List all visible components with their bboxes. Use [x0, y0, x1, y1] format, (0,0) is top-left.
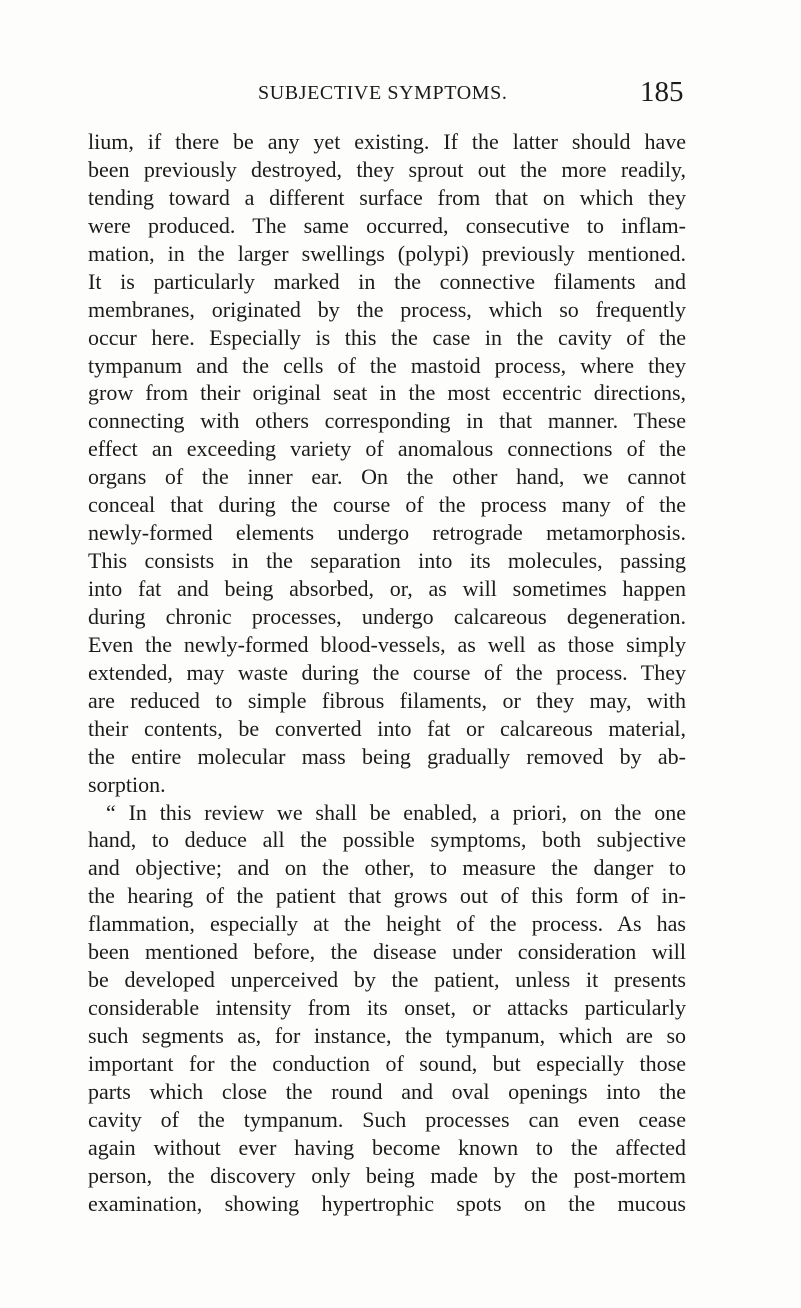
text-line: tympanum and the cells of the mastoid process, where they [88, 352, 686, 378]
text-line: considerable intensity from its onset, or attacks particularly [88, 995, 686, 1021]
text-line: occur here. Especially is this the case in the cavity of the [88, 324, 686, 350]
text-line: such segments as, for instance, the tympanum, which are so [88, 1023, 686, 1048]
text-line: connecting with others corresponding in that manner. These [88, 408, 686, 434]
text-line: during chronic processes, undergo calcareous degeneration. [88, 603, 686, 629]
text-line: organs of the inner ear. On the other hand, we cannot [88, 464, 686, 490]
page-number: 185 [640, 76, 684, 108]
paragraph-end-line: sorption. [88, 771, 166, 797]
text-line: into fat and being absorbed, or, as will sometimes happen [88, 576, 686, 601]
text-line: tending toward a different surface from that on which they [88, 184, 686, 210]
text-line: effect an exceeding variety of anomalous connections of the [88, 436, 686, 462]
text-line: and objective; and on the other, to measure the danger to [88, 855, 686, 881]
text-line: newly-formed elements undergo retrograde metamorphosis. [88, 520, 686, 546]
text-line: It is particularly marked in the connective filaments and [88, 268, 686, 294]
text-line: parts which close the round and oval openings into the [88, 1078, 686, 1104]
text-line: the hearing of the patient that grows out of this form of in- [88, 883, 686, 909]
text-line: lium, if there be any yet existing. If the latter should have [88, 129, 686, 154]
paragraph-start-line: “ In this review we shall be enabled, a priori, on the one [106, 799, 686, 825]
text-line: important for the conduction of sound, but especially those [88, 1050, 686, 1076]
text-line: conceal that during the course of the process many of the [88, 492, 686, 518]
running-header [0, 76, 801, 110]
text-line: the entire molecular mass being gradually removed by ab- [88, 743, 686, 769]
text-line: This consists in the separation into its molecules, passing [88, 548, 686, 574]
text-line: are reduced to simple fibrous filaments, or they may, with [88, 687, 686, 713]
text-line: flammation, especially at the height of the process. As has [88, 911, 686, 937]
text-line: cavity of the tympanum. Such processes can even cease [88, 1106, 686, 1132]
text-line: membranes, originated by the process, which so frequently [88, 296, 686, 322]
text-line: mation, in the larger swellings (polypi) previously mentioned. [88, 240, 686, 266]
text-line: been previously destroyed, they sprout out the more readily, [88, 156, 686, 182]
text-line: extended, may waste during the course of the process. They [88, 659, 686, 685]
text-line: be developed unperceived by the patient, unless it presents [88, 967, 686, 993]
text-line: grow from their original seat in the most eccentric directions, [88, 380, 686, 406]
text-line: been mentioned before, the disease under consideration will [88, 939, 686, 965]
text-line: examination, showing hypertrophic spots on the mucous [88, 1190, 686, 1216]
text-line: hand, to deduce all the possible symptoms, both subjective [88, 827, 686, 853]
text-line: again without ever having become known to the affected [88, 1134, 686, 1160]
body-text [88, 128, 686, 1218]
text-line: were produced. The same occurred, consecutive to inflam- [88, 212, 686, 238]
text-line: Even the newly-formed blood-vessels, as well as those simply [88, 631, 686, 657]
text-line: person, the discovery only being made by the post-mortem [88, 1162, 686, 1188]
running-title: SUBJECTIVE SYMPTOMS. [258, 82, 508, 104]
text-line: their contents, be converted into fat or calcareous material, [88, 715, 686, 741]
